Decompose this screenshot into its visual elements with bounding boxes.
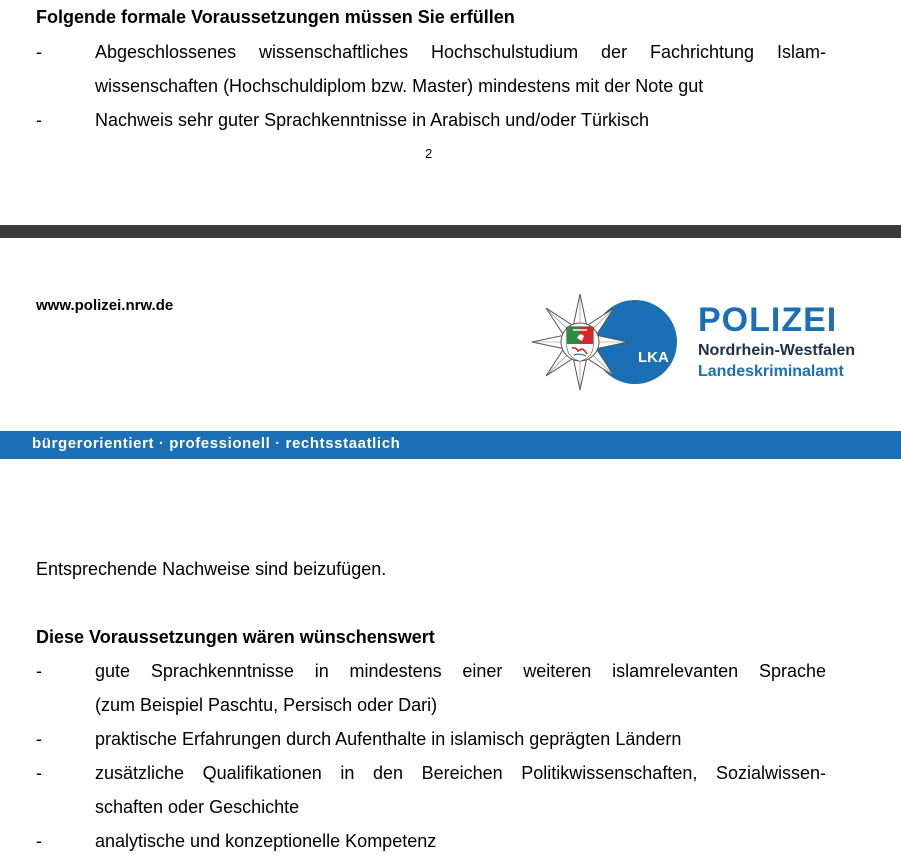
logo-subtitle-state: Nordrhein-Westfalen <box>698 342 856 359</box>
desirable-list <box>36 654 826 858</box>
list-item <box>36 654 826 722</box>
logo-title: POLIZEI <box>698 301 838 339</box>
bullet-dash: - <box>36 763 42 783</box>
required-list <box>36 35 826 137</box>
bullet-dash: - <box>36 42 42 62</box>
bullet-dash: - <box>36 729 42 749</box>
list-item-line: wissenschaften (Hochschuldiplom bzw. Master) mindestens mit der Note gut <box>95 76 704 96</box>
attachment-note: Entsprechende Nachweise sind beizufügen. <box>36 559 387 579</box>
list-item-line: Nachweis sehr guter Sprachkenntnisse in Arabisch und/oder Türkisch <box>95 110 649 130</box>
list-item <box>36 824 826 858</box>
list-item-line: analytische und konzeptionelle Kompetenz <box>95 831 437 851</box>
list-item-line: zusätzliche Qualifikationen in den Bereichen Politikwissenschaften, Sozialwissen- <box>95 763 826 783</box>
page-separator <box>0 225 901 238</box>
slogan-bar <box>0 431 901 459</box>
list-item <box>36 103 826 137</box>
section-heading-required: Folgende formale Voraussetzungen müssen Sie erfüllen <box>36 7 515 27</box>
bullet-dash: - <box>36 831 42 851</box>
page-number: 2 <box>425 146 433 161</box>
slogan-text: bürgerorientiert · professionell · rechtsstaatlich <box>32 435 401 452</box>
police-star-icon <box>530 290 690 400</box>
list-item-line: praktische Erfahrungen durch Aufenthalte in islamisch geprägten Ländern <box>95 729 682 749</box>
list-item-line: Abgeschlossenes wissenschaftliches Hochschulstudium der Fachrichtung Islam- <box>95 42 826 62</box>
lka-badge: LKA <box>638 349 669 366</box>
polizei-logo <box>530 290 890 400</box>
logo-subtitle-office: Landeskriminalamt <box>698 363 844 380</box>
bullet-dash: - <box>36 110 42 130</box>
list-item-line: gute Sprachkenntnisse in mindestens einer weiteren islamrelevanten Sprache <box>95 661 826 681</box>
list-item-line: schaften oder Geschichte <box>95 797 300 817</box>
section-heading-desirable: Diese Voraussetzungen wären wünschenswert <box>36 627 435 647</box>
list-item <box>36 756 826 824</box>
list-item <box>36 722 826 756</box>
website-url: www.polizei.nrw.de <box>36 297 174 314</box>
list-item <box>36 35 826 103</box>
list-item-line: (zum Beispiel Paschtu, Persisch oder Dari) <box>95 695 438 715</box>
bullet-dash: - <box>36 661 42 681</box>
